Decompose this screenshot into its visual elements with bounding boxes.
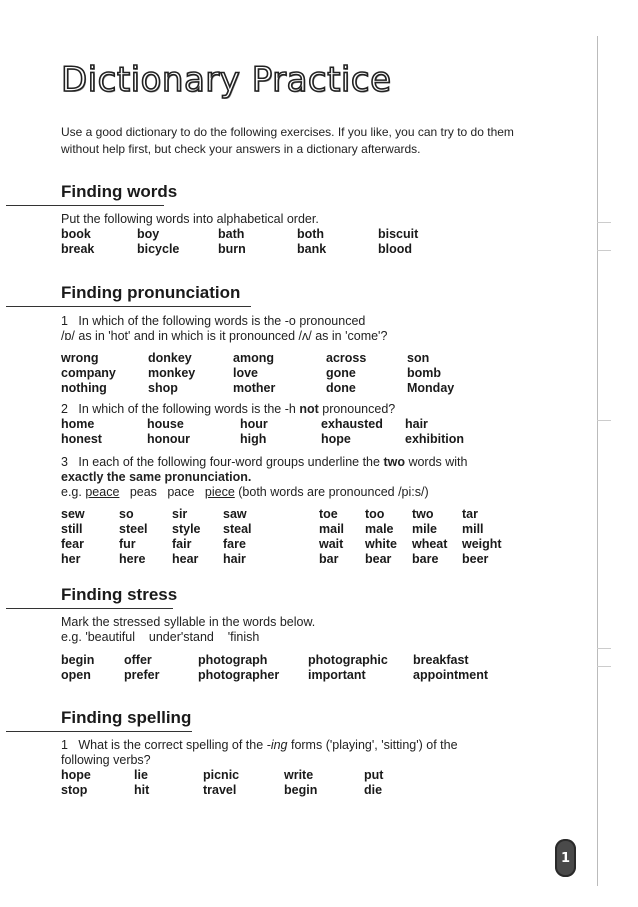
question-text: forms ('playing', 'sitting') of the [287,738,458,752]
word: breakfast [413,653,469,667]
word: son [407,351,430,365]
example-word: under'stand [148,630,214,644]
instruction-text: Put the following words into alphabetical order. [61,212,319,226]
word: wrong [61,351,99,365]
word: company [61,366,116,380]
word: book [61,227,91,241]
section-rule [6,731,192,732]
word: hear [172,552,199,566]
example-line [61,630,259,645]
word: mail [319,522,345,536]
section-rule [6,205,164,206]
word: exhibition [405,432,465,446]
word: picnic [203,768,240,782]
intro-text: Use a good dictionary to do the following exercises. If you like, you can try to do them without help first, but check your answers in a dictionary afterwards. [61,125,514,156]
word: wait [319,537,344,551]
word: tar [462,507,478,521]
question-text: /ɒ/ as in 'hot' and in which is it pronounced /ʌ/ as in 'come'? [61,329,388,343]
word: donkey [148,351,192,365]
question-line [61,470,251,485]
question-line [61,314,365,329]
word: break [61,242,95,256]
word: hour [240,417,268,431]
margin-tick [597,222,611,223]
word: fair [172,537,192,551]
word: both [297,227,325,241]
word: travel [203,783,237,797]
word: blood [378,242,413,256]
word: fare [223,537,246,551]
word: two [412,507,434,521]
word: bath [218,227,245,241]
word: among [233,351,274,365]
word: done [326,381,356,395]
word: mile [412,522,438,536]
word: so [119,507,134,521]
word: fur [119,537,136,551]
question-text: words with [404,455,468,469]
word: honest [61,432,102,446]
word: too [365,507,385,521]
word: photograph [198,653,268,667]
example-word-underlined: peace [85,485,120,499]
word: hair [405,417,428,431]
question-number: 2 [61,402,68,416]
instruction-text: Mark the stressed syllable in the words below. [61,615,316,629]
margin-tick [597,648,611,649]
word: bicycle [137,242,180,256]
word: bare [412,552,439,566]
word: begin [61,653,95,667]
word: weight [462,537,502,551]
question-emphasis: exactly the same pronunciation. [61,470,252,484]
section-title: Finding pronunciation [61,283,241,302]
word: sir [172,507,188,521]
section-rule [6,608,173,609]
word: bomb [407,366,442,380]
word: nothing [61,381,107,395]
word: offer [124,653,152,667]
page-edge-line [597,36,598,886]
word: exhausted [321,417,383,431]
word: high [240,432,267,446]
page-number: 1 [560,850,571,866]
word: male [365,522,394,536]
word: mill [462,522,484,536]
word: stop [61,783,88,797]
question-number: 1 [61,738,68,752]
question-number: 3 [61,455,68,469]
word: hit [134,783,150,797]
word: steel [119,522,148,536]
word: photographer [198,668,280,682]
question-text: following verbs? [61,753,151,767]
question-emphasis: not [299,402,319,416]
word: die [364,783,383,797]
word: hair [223,552,246,566]
word: fear [61,537,84,551]
example-word: 'beautiful [85,630,135,644]
question-number: 1 [61,314,68,328]
example-label: e.g. [61,485,82,499]
word: bar [319,552,339,566]
question-text: In which of the following words is the -h [78,402,300,416]
margin-tick [597,420,611,421]
question-text: In which of the following words is the -o pronounced [78,314,366,328]
margin-tick [597,666,611,667]
word: home [61,417,95,431]
word: steal [223,522,252,536]
word: mother [233,381,276,395]
example-note: (both words are pronounced /pi:s/) [238,485,429,499]
word: honour [147,432,191,446]
question-emphasis: -ing [266,738,288,752]
word: shop [148,381,178,395]
word: photographic [308,653,388,667]
word: burn [218,242,246,256]
word: important [308,668,366,682]
word: hope [321,432,351,446]
word: still [61,522,83,536]
word: sew [61,507,85,521]
word: bank [297,242,327,256]
question-text: What is the correct spelling of the [78,738,267,752]
word: open [61,668,91,682]
word: appointment [413,668,488,682]
margin-tick [597,250,611,251]
word: her [61,552,81,566]
example-word-underlined: piece [204,485,235,499]
word: here [119,552,146,566]
question-text: pronounced? [318,402,396,416]
section-rule [6,306,251,307]
question-line [61,455,468,470]
word: begin [284,783,318,797]
question-line [61,402,395,417]
word: love [233,366,259,380]
word: put [364,768,384,782]
example-word: peas [129,485,157,499]
question-line [61,738,458,753]
example-line [61,485,429,500]
word: white [365,537,397,551]
page-number-badge [555,839,576,877]
word: write [284,768,314,782]
word: gone [326,366,356,380]
example-word: 'finish [227,630,260,644]
example-label: e.g. [61,630,82,644]
word: Monday [407,381,455,395]
word: style [172,522,201,536]
section-title: Finding spelling [61,708,192,727]
section-title: Finding words [61,182,178,201]
word: monkey [148,366,196,380]
word: across [326,351,367,365]
question-text: In each of the following four-word groups underline the [78,455,384,469]
word: saw [223,507,247,521]
example-word: pace [167,485,195,499]
word: toe [319,507,338,521]
word: bear [365,552,392,566]
word: boy [137,227,160,241]
word: beer [462,552,489,566]
word: hope [61,768,91,782]
question-emphasis: two [383,455,405,469]
word: lie [134,768,148,782]
word: wheat [412,537,448,551]
word: house [147,417,184,431]
page-title: Dictionary Practice [61,60,392,100]
word: biscuit [378,227,419,241]
section-title: Finding stress [61,585,178,604]
word: prefer [124,668,160,682]
